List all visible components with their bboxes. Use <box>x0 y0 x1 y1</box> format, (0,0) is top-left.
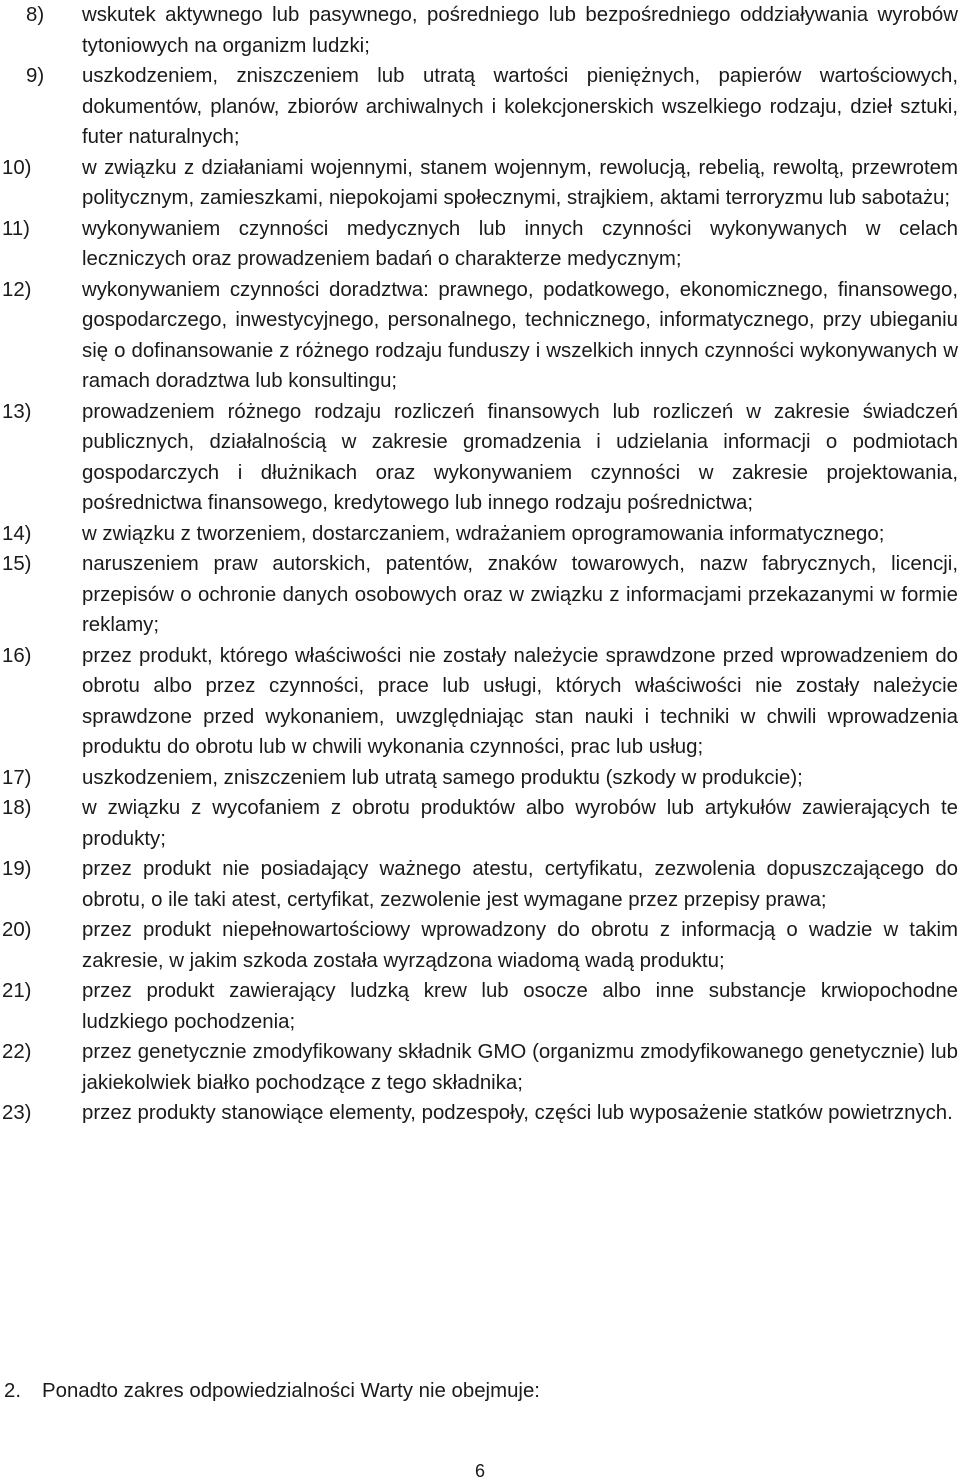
list-item-19 <box>0 854 960 915</box>
item-text: w związku z tworzeniem, dostarczaniem, wdrażaniem oprogramowania informatycznego; <box>82 522 885 545</box>
list-item-22 <box>0 1037 960 1098</box>
item-number: 10) <box>2 156 32 179</box>
item-number: 22) <box>2 1041 32 1063</box>
list-item-8 <box>0 0 960 61</box>
item-text: przez produkt nie posiadający ważnego atestu, certyfikatu, zezwolenia dopuszczającego do obrotu, o ile taki atest, certyfikat, zezwolenie jest wymagane przez przepisy prawa; <box>82 858 958 911</box>
item-text: przez genetycznie zmodyfikowany składnik GMO (organizmu zmodyfikowanego genetycznie) lub jakiekolwiek białko pochodzące z tego składnika; <box>82 1041 958 1094</box>
item-text: uszkodzeniem, zniszczeniem lub utratą wartości pieniężnych, papierów wartościowych, dokumentów, planów, zbiorów archiwalnych i kolekcjonerskich wszelkiego rodzaju, dzieł sztuki, futer naturalnych; <box>82 65 958 148</box>
section-heading-2 <box>0 1376 960 1407</box>
item-number: 15) <box>2 553 32 575</box>
item-text: wykonywaniem czynności medycznych lub innych czynności wykonywanych w celach leczniczych oraz prowadzeniem badań o charakterze medycznym; <box>82 217 958 270</box>
item-number: 19) <box>2 858 32 880</box>
item-text: przez produkt niepełnowartościowy wprowadzony do obrotu z informacją o wadzie w takim zakresie, w jakim szkoda została wyrządzona wiadomą wadą produktu; <box>82 919 958 972</box>
item-number: 12) <box>2 278 32 301</box>
item-number: 11) <box>2 217 30 240</box>
item-number: 14) <box>2 522 32 545</box>
item-number: 9) <box>26 65 45 87</box>
item-number: 21) <box>2 980 32 1002</box>
item-number: 23) <box>2 1102 32 1124</box>
list-item-16 <box>0 641 960 763</box>
item-number: 8) <box>26 4 45 26</box>
item-text: przez produkt, którego właściwości nie zostały należycie sprawdzone przed wprowadzeniem do obrotu albo przez czynności, prace lub usługi, których właściwości nie zostały należycie sprawdzone przed wykonaniem, uwzględniając stan nauki i techniki w chwili wprowadzenia produktu do obrotu lub w chwili wykonania czynności, prac lub usług; <box>82 644 958 758</box>
item-text: w związku z działaniami wojennymi, stanem wojennym, rewolucją, rebelią, rewoltą, przewrotem politycznym, zamieszkami, niepokojami społecznymi, strajkiem, aktami terroryzmu lub sabotażu; <box>82 156 958 209</box>
item-text: wskutek aktywnego lub pasywnego, pośredniego lub bezpośredniego oddziaływania wyrobów tytoniowych na organizm ludzki; <box>82 4 958 57</box>
list-item-18 <box>0 793 960 854</box>
item-number: 20) <box>2 919 32 941</box>
list-item-12 <box>0 275 960 397</box>
page-number: 6 <box>474 1461 485 1481</box>
section-number: 2. <box>4 1380 22 1402</box>
item-number: 18) <box>2 797 32 819</box>
list-item-20 <box>0 915 960 976</box>
item-text: naruszeniem praw autorskich, patentów, znaków towarowych, nazw fabrycznych, licencji, przepisów o ochronie danych osobowych oraz w związku z informacjami przekazanymi w formie reklamy; <box>82 553 958 636</box>
item-text: w związku z wycofaniem z obrotu produktów albo wyrobów lub artykułów zawierających te produkty; <box>82 797 958 850</box>
item-number: 16) <box>2 644 32 667</box>
item-number: 13) <box>2 400 32 423</box>
item-number: 17) <box>2 766 32 789</box>
item-text: uszkodzeniem, zniszczeniem lub utratą samego produktu (szkody w produkcie); <box>82 766 803 789</box>
list-item-9 <box>0 61 960 153</box>
list-item-21 <box>0 976 960 1037</box>
item-text: przez produkty stanowiące elementy, podzespoły, części lub wyposażenie statków powietrznych. <box>82 1102 953 1124</box>
item-text: prowadzeniem różnego rodzaju rozliczeń finansowych lub rozliczeń w zakresie świadczeń publicznych, działalnością w zakresie gromadzenia i udzielania informacji o podmiotach gospodarczych i dłużnikach oraz wykonywaniem czynności w zakresie projektowania, pośrednictwa finansowego, kredytowego lub innego rodzaju pośrednictwa; <box>82 400 958 514</box>
list-item-11 <box>0 214 960 275</box>
list-item-23 <box>0 1098 960 1129</box>
list-item-15 <box>0 549 960 641</box>
list-item-14 <box>0 519 960 550</box>
section-text: Ponadto zakres odpowiedzialności Warty nie obejmuje: <box>42 1380 540 1402</box>
item-text: przez produkt zawierający ludzką krew lub osocze albo inne substancje krwiopochodne ludzkiego pochodzenia; <box>82 980 958 1033</box>
list-item-17 <box>0 763 960 794</box>
list-item-13 <box>0 397 960 519</box>
list-item-10 <box>0 153 960 214</box>
item-text: wykonywaniem czynności doradztwa: prawnego, podatkowego, ekonomicznego, finansowego, gospodarczego, inwestycyjnego, personalnego, technicznego, informatycznego, przy ubieganiu się o dofinansowanie z różnego rodzaju funduszy i wszelkich innych czynności wykonywanych w ramach doradztwa lub konsultingu; <box>82 278 958 392</box>
